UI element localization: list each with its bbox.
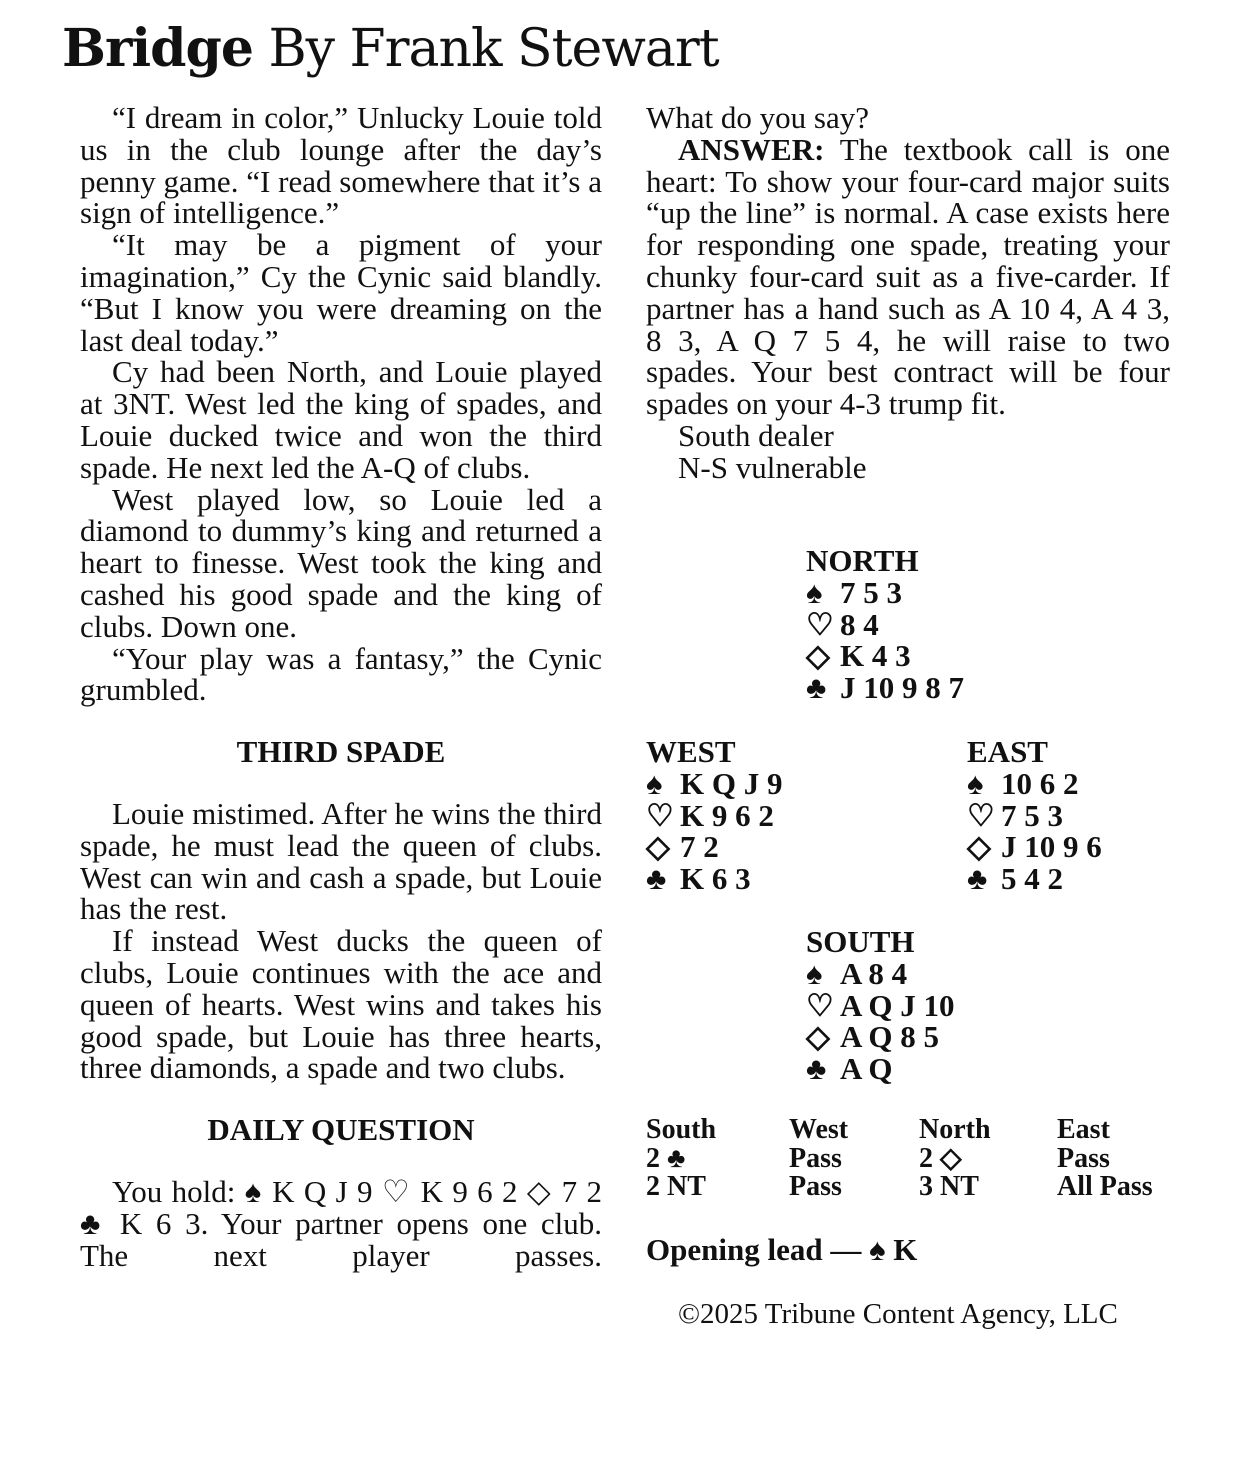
answer-label: ANSWER: (678, 131, 825, 167)
heart-icon: ♡ (806, 987, 834, 1023)
east-spades: 10 6 2 (1001, 765, 1079, 801)
spade-icon: ♠ (967, 765, 984, 801)
bidding-row (646, 1142, 1177, 1174)
column-title (62, 14, 719, 84)
bid-cell: Pass (789, 1171, 842, 1203)
north-spades: 7 5 3 (840, 574, 902, 610)
analysis-paragraph: Louie mistimed. After he wins the third spade, he must lead the queen of clubs. West can win and cash a spade, but Louie has the rest. (80, 795, 602, 927)
south-hearts: A Q J 10 (840, 987, 955, 1023)
bidding-table (646, 1116, 1177, 1202)
club-icon: ♣ (646, 861, 667, 897)
opening-lead: Opening lead — ♠ K (646, 1232, 918, 1267)
hand-label: SOUTH (806, 924, 915, 959)
bidding-row (646, 1173, 1177, 1202)
diamond-icon: ◇ (806, 1019, 830, 1055)
east-diamonds: J 10 9 6 (1001, 829, 1102, 865)
daily-question-end: What do you say? (646, 100, 869, 135)
north-clubs: J 10 9 8 7 (840, 670, 964, 706)
story-paragraph: Cy had been North, and Louie played at 3NT. West led the king of spades, and Louie ducked twice and won the third spade. He next led the A-Q of clubs. (80, 354, 602, 485)
left-column (80, 102, 602, 1271)
bid-cell: Pass (789, 1142, 842, 1174)
title-bridge: Bridge (62, 18, 253, 79)
section-heading-third-spade: THIRD SPADE (236, 734, 446, 770)
dealer-text: South dealer (678, 417, 834, 453)
story-paragraph: West played low, so Louie led a diamond to dummy’s king and returned a heart to finesse. West took the king and cashed his good spade and the king of clubs. Down one. (80, 481, 602, 644)
answer-paragraph (646, 131, 1170, 422)
east-hand (967, 736, 1102, 895)
heart-icon: ♡ (967, 797, 995, 833)
north-hearts: 8 4 (840, 606, 879, 642)
story-paragraph: “It may be a pigment of your imagination,” Cy the Cynic said blandly. “But I know you were dreaming on the last deal today.” (80, 227, 602, 358)
right-column (646, 102, 1170, 484)
bidding-header-west: West (789, 1114, 849, 1145)
south-diamonds: A Q 8 5 (840, 1019, 940, 1055)
bid-cell: Pass (1057, 1142, 1110, 1174)
copyright-notice: ©2025 Tribune Content Agency, LLC (678, 1298, 1118, 1330)
answer-text: The textbook call is one heart: To show your four-card major suits “up the line” is normal. A case exists here for responding one spade, treating your chunky four-card suit as a five-carder. If partner has a hand such as A 10 4, A 4 3, 8 3, A Q 7 5 4, he will raise to two spades. Your best contract will be four spades on your 4-3 trump fit. (646, 131, 1170, 422)
bidding-header-east: East (1057, 1114, 1110, 1145)
bidding-header-south: South (646, 1114, 717, 1145)
heart-icon: ♡ (646, 797, 674, 833)
west-diamonds: 7 2 (680, 829, 719, 865)
west-hearts: K 9 6 2 (680, 797, 774, 833)
club-icon: ♣ (967, 861, 988, 897)
club-icon: ♣ (806, 670, 827, 706)
bid-cell: 2 NT (646, 1171, 706, 1203)
club-icon: ♣ (806, 1051, 827, 1087)
bid-cell: 2 ♣ (646, 1142, 686, 1174)
bid-cell: 2 ◇ (919, 1142, 962, 1174)
spade-icon: ♠ (646, 765, 663, 801)
east-hearts: 7 5 3 (1001, 797, 1063, 833)
hand-label: NORTH (806, 543, 919, 578)
west-clubs: K 6 3 (680, 861, 751, 897)
south-clubs: A Q (840, 1051, 893, 1087)
diamond-icon: ◇ (967, 829, 991, 865)
hand-label: EAST (967, 734, 1048, 769)
hand-label: WEST (646, 734, 736, 769)
analysis-paragraph: If instead West ducks the queen of clubs, Louie continues with the ace and queen of hearts. West wins and takes his good spade, but Louie has three hearts, three diamonds, a spade and two clubs. (80, 923, 602, 1086)
section-heading-daily-question: DAILY QUESTION (207, 1112, 475, 1148)
diamond-icon: ◇ (646, 829, 670, 865)
south-spades: A 8 4 (840, 955, 908, 991)
east-clubs: 5 4 2 (1001, 861, 1063, 897)
west-hand (646, 736, 782, 895)
title-byline: By Frank Stewart (268, 19, 719, 79)
bid-cell: 3 NT (919, 1171, 979, 1203)
diamond-icon: ◇ (806, 638, 830, 674)
vulnerability-text: N-S vulnerable (678, 449, 867, 485)
south-hand (806, 926, 955, 1085)
bidding-header-row (646, 1116, 1177, 1145)
heart-icon: ♡ (806, 606, 834, 642)
bid-cell: All Pass (1057, 1171, 1153, 1203)
story-paragraph: “I dream in color,” Unlucky Louie told us in the club lounge after the day’s penny game. “I read somewhere that it’s a sign of intelligence.” (80, 100, 602, 231)
story-paragraph: “Your play was a fantasy,” the Cynic grumbled. (80, 640, 602, 708)
west-spades: K Q J 9 (680, 765, 783, 801)
daily-question-text: You hold: ♠ K Q J 9 ♡ K 9 6 2 ◇ 7 2 ♣ K 6 3. Your partner opens one club. The next player passes. (80, 1173, 602, 1273)
north-hand (806, 545, 964, 704)
spade-icon: ♠ (806, 955, 823, 991)
north-diamonds: K 4 3 (840, 638, 911, 674)
spade-icon: ♠ (806, 574, 823, 610)
bidding-header-north: North (919, 1114, 991, 1145)
